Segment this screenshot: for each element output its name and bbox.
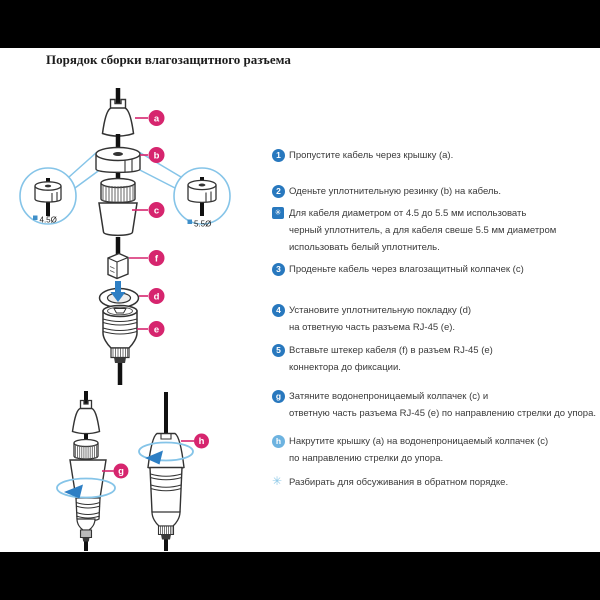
instruction-note-disassembly	[272, 474, 598, 491]
instruction-step-3	[272, 261, 598, 278]
instruction-step-5	[272, 342, 598, 376]
instruction-text: Вставьте штекер кабеля (f) в разъем RJ-45 (e)	[289, 345, 493, 356]
instruction-note-seal	[272, 205, 598, 256]
instruction-step-g	[272, 388, 598, 422]
part-label-h	[181, 434, 209, 449]
svg-text:c: c	[153, 205, 160, 217]
instruction-text: на ответную часть разъема RJ-45 (e).	[289, 322, 456, 333]
note-snowflake-icon: ✳	[272, 207, 284, 219]
instruction-text: ответную часть разъема RJ-45 (e) по направлению стрелки до упора.	[289, 408, 597, 419]
letterbox-bottom	[0, 552, 600, 600]
rj45-plug-part-f	[108, 254, 128, 279]
svg-text:f: f	[154, 253, 159, 265]
instruction-text: Накрутите крышку (a) на водонепроницаемый колпачек (c)	[289, 436, 549, 447]
instruction-step-1	[272, 147, 598, 164]
tightening-diagrams	[30, 388, 250, 552]
step-badge: g	[272, 390, 285, 403]
part-label-e	[137, 321, 165, 337]
instruction-text: Разбирать для обсуживания в обратном порядке.	[289, 477, 509, 488]
instruction-text: Проденьте кабель через влагозащитный колпачек (c)	[289, 264, 524, 275]
size-bullet-icon	[33, 216, 38, 221]
instruction-text: черный уплотнитель, а для кабеля свеше 5.5 мм диаметром	[289, 225, 557, 236]
step-badge: 1	[272, 149, 285, 162]
page-title: Порядок сборки влагозащитного разъема	[46, 52, 291, 67]
seal-detail-large	[174, 168, 230, 229]
step-badge: 4	[272, 304, 285, 317]
instruction-text: Затяните водонепроницаемый колпачек (c) и	[289, 391, 489, 402]
part-label-f	[129, 250, 165, 266]
svg-text:g: g	[118, 466, 124, 478]
instruction-text: Пропустите кабель через крышку (a).	[289, 150, 454, 161]
part-label-g	[102, 464, 129, 479]
instruction-text: Установите уплотнительную покладку (d)	[289, 305, 472, 316]
instruction-text: по направлению стрелки до упора.	[289, 453, 444, 464]
note-snowflake-icon: ✳	[272, 474, 283, 488]
svg-text:d: d	[153, 291, 160, 303]
svg-text:b: b	[153, 150, 160, 162]
step-badge: 3	[272, 263, 285, 276]
size-bullet-icon	[188, 220, 193, 225]
instruction-text: Для кабеля диаметром от 4.5 до 5.5 мм использовать	[289, 208, 527, 219]
step-badge: 5	[272, 344, 285, 357]
svg-text:e: e	[153, 324, 160, 336]
assembly-step-h	[139, 392, 193, 551]
step-badge: 2	[272, 185, 285, 198]
instruction-step-h	[272, 433, 598, 467]
gland-body-part-c	[99, 173, 137, 235]
seal-size-small-label: 4.5Ø	[39, 215, 57, 225]
instruction-text: коннектора до фиксации.	[289, 362, 401, 373]
svg-text:a: a	[153, 113, 160, 125]
cap-part-a	[103, 100, 134, 137]
seal-detail-small	[20, 168, 76, 225]
instruction-text: использовать белый уплотнитель.	[289, 242, 440, 253]
instruction-text: Оденьте уплотнительную резинку (b) на кабель.	[289, 186, 502, 197]
rj45-socket-part-e	[103, 306, 137, 386]
seal-ring-part-b	[96, 134, 140, 173]
part-label-a	[135, 110, 165, 126]
part-label-d	[139, 288, 165, 304]
instruction-step-4	[272, 302, 598, 336]
seal-size-large-label: 5.5Ø	[194, 219, 212, 229]
instruction-step-2	[272, 183, 598, 200]
part-label-b	[140, 147, 165, 163]
svg-text:h: h	[198, 436, 205, 448]
step-badge: h	[272, 435, 285, 448]
exploded-view-diagram	[15, 82, 265, 390]
letterbox-top	[0, 0, 600, 48]
